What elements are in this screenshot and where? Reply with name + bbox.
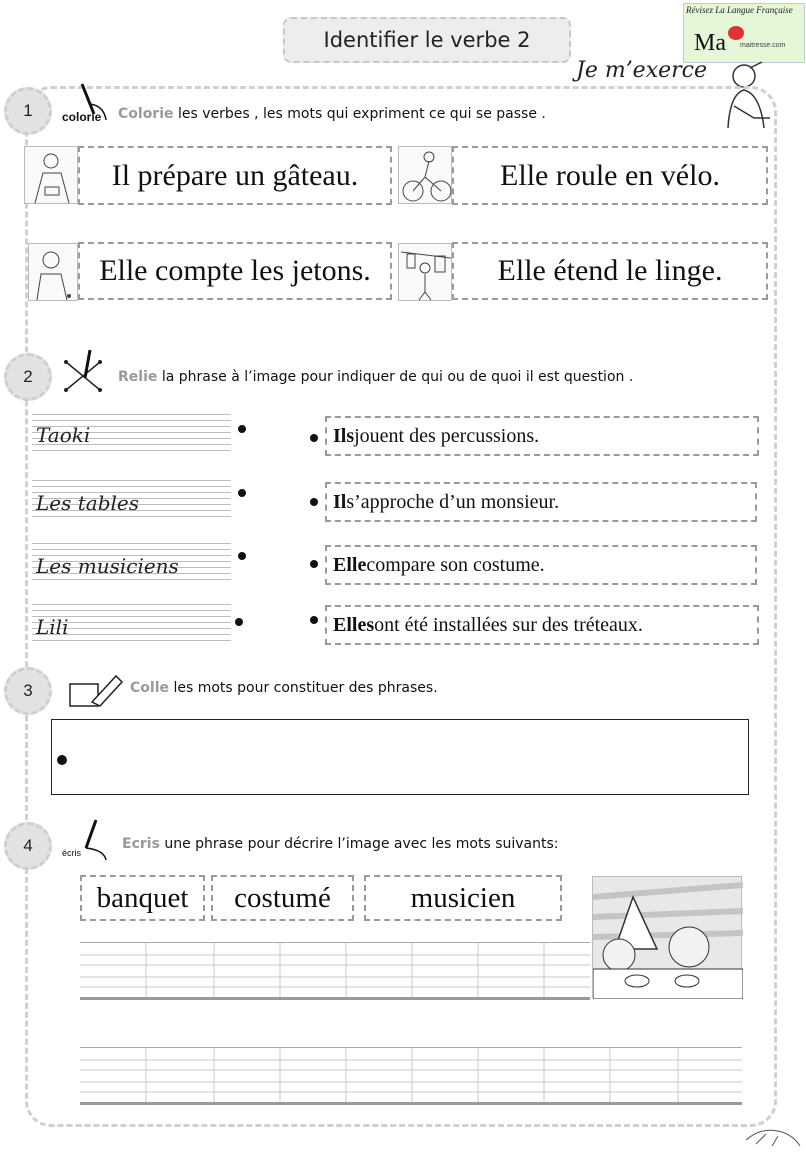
link-dot-right[interactable] bbox=[310, 434, 318, 442]
subject-label[interactable] bbox=[32, 599, 231, 641]
link-dot-right[interactable] bbox=[310, 616, 318, 624]
sentence-option[interactable] bbox=[325, 605, 759, 645]
sentence-subject: Ils bbox=[333, 424, 355, 447]
link-dot-left[interactable] bbox=[235, 618, 243, 626]
logo-mark: Ma bbox=[694, 30, 726, 56]
sentence-rest: ont été installées sur des tréteaux. bbox=[374, 613, 643, 636]
link-dot-left[interactable] bbox=[238, 489, 246, 497]
paste-start-dot bbox=[57, 755, 67, 765]
sentence-card[interactable]: Elle étend le linge. bbox=[452, 242, 768, 300]
link-dot-right[interactable] bbox=[310, 498, 318, 506]
relie-icon bbox=[60, 350, 106, 396]
writing-lines[interactable] bbox=[80, 942, 590, 1000]
writing-lines[interactable] bbox=[80, 1047, 742, 1105]
cooking-picture bbox=[24, 146, 78, 204]
exercise-1-keyword: Colorie bbox=[118, 106, 174, 122]
subject-label-text: Les tables bbox=[36, 491, 139, 515]
subject-label-text: Lili bbox=[36, 615, 69, 639]
sentence-subject: Elles bbox=[333, 613, 375, 636]
exercise-1-instruction-text: les verbes , les mots qui expriment ce qui se passe . bbox=[173, 106, 546, 122]
exercise-1-number: 1 bbox=[4, 87, 52, 135]
sentence-card[interactable]: Elle roule en vélo. bbox=[452, 146, 768, 205]
sentence-option[interactable] bbox=[325, 545, 757, 585]
exercise-4-number: 4 bbox=[4, 822, 52, 870]
page-title: Identifier le verbe 2 bbox=[283, 17, 571, 63]
sentence-card[interactable]: Il prépare un gâteau. bbox=[78, 146, 392, 205]
word-card[interactable]: costumé bbox=[211, 875, 354, 921]
exercise-2-instruction-text: la phrase à l’image pour indiquer de qui ou de quoi il est question . bbox=[157, 369, 634, 385]
ecris-icon bbox=[60, 818, 118, 864]
page-subtitle: Je m’exerce bbox=[576, 58, 707, 83]
sentence-option[interactable] bbox=[325, 416, 759, 456]
paste-area[interactable] bbox=[51, 719, 749, 795]
word-card[interactable]: musicien bbox=[364, 875, 562, 921]
ecris-icon-label: écris bbox=[62, 848, 82, 858]
subject-label-text: Les musiciens bbox=[36, 554, 179, 578]
subject-label-text: Taoki bbox=[36, 423, 91, 447]
subject-label[interactable] bbox=[32, 409, 231, 451]
sentence-card[interactable]: Elle compte les jetons. bbox=[78, 242, 392, 300]
exercise-2-keyword: Relie bbox=[118, 369, 158, 385]
glue-icon bbox=[68, 672, 124, 710]
colorie-icon-label: colorie bbox=[62, 110, 102, 124]
link-dot-right[interactable] bbox=[310, 560, 318, 568]
exercise-4-keyword: Ecris bbox=[122, 836, 160, 852]
word-card[interactable]: banquet bbox=[80, 875, 205, 921]
counting-picture bbox=[28, 243, 78, 301]
exercise-2-instruction bbox=[118, 369, 633, 385]
banquet-picture bbox=[592, 876, 742, 998]
sentence-subject: Elle bbox=[333, 553, 367, 576]
colorie-icon bbox=[60, 80, 114, 128]
logo-apple-icon bbox=[728, 26, 744, 40]
link-dot-left[interactable] bbox=[238, 552, 246, 560]
exercise-1-instruction bbox=[118, 106, 546, 122]
sentence-rest: s’approche d’un monsieur. bbox=[346, 490, 560, 513]
publisher-logo bbox=[683, 3, 805, 63]
exercise-3-instruction bbox=[130, 680, 438, 696]
cyclist-picture bbox=[398, 146, 452, 204]
sentence-subject: Il bbox=[333, 490, 347, 513]
logo-tagline: Révisez La Langue Française bbox=[686, 5, 793, 15]
subject-label[interactable] bbox=[32, 538, 231, 580]
exercise-2-number: 2 bbox=[4, 353, 52, 401]
sentence-rest: compare son costume. bbox=[366, 553, 545, 576]
laundry-picture bbox=[398, 243, 452, 301]
exercise-3-keyword: Colle bbox=[130, 680, 169, 696]
exercise-4-instruction bbox=[122, 836, 559, 852]
logo-site: maitresse.com bbox=[740, 42, 786, 49]
sentence-option[interactable] bbox=[325, 482, 757, 522]
sentence-rest: jouent des percussions. bbox=[354, 424, 540, 447]
exercise-4-instruction-text: une phrase pour décrire l’image avec les mots suivants: bbox=[159, 836, 559, 852]
subject-label[interactable] bbox=[32, 475, 231, 517]
exercise-3-instruction-text: les mots pour constituer des phrases. bbox=[169, 680, 438, 696]
exercise-3-number: 3 bbox=[4, 667, 52, 715]
link-dot-left[interactable] bbox=[238, 425, 246, 433]
corner-doodle-icon bbox=[742, 1110, 804, 1154]
